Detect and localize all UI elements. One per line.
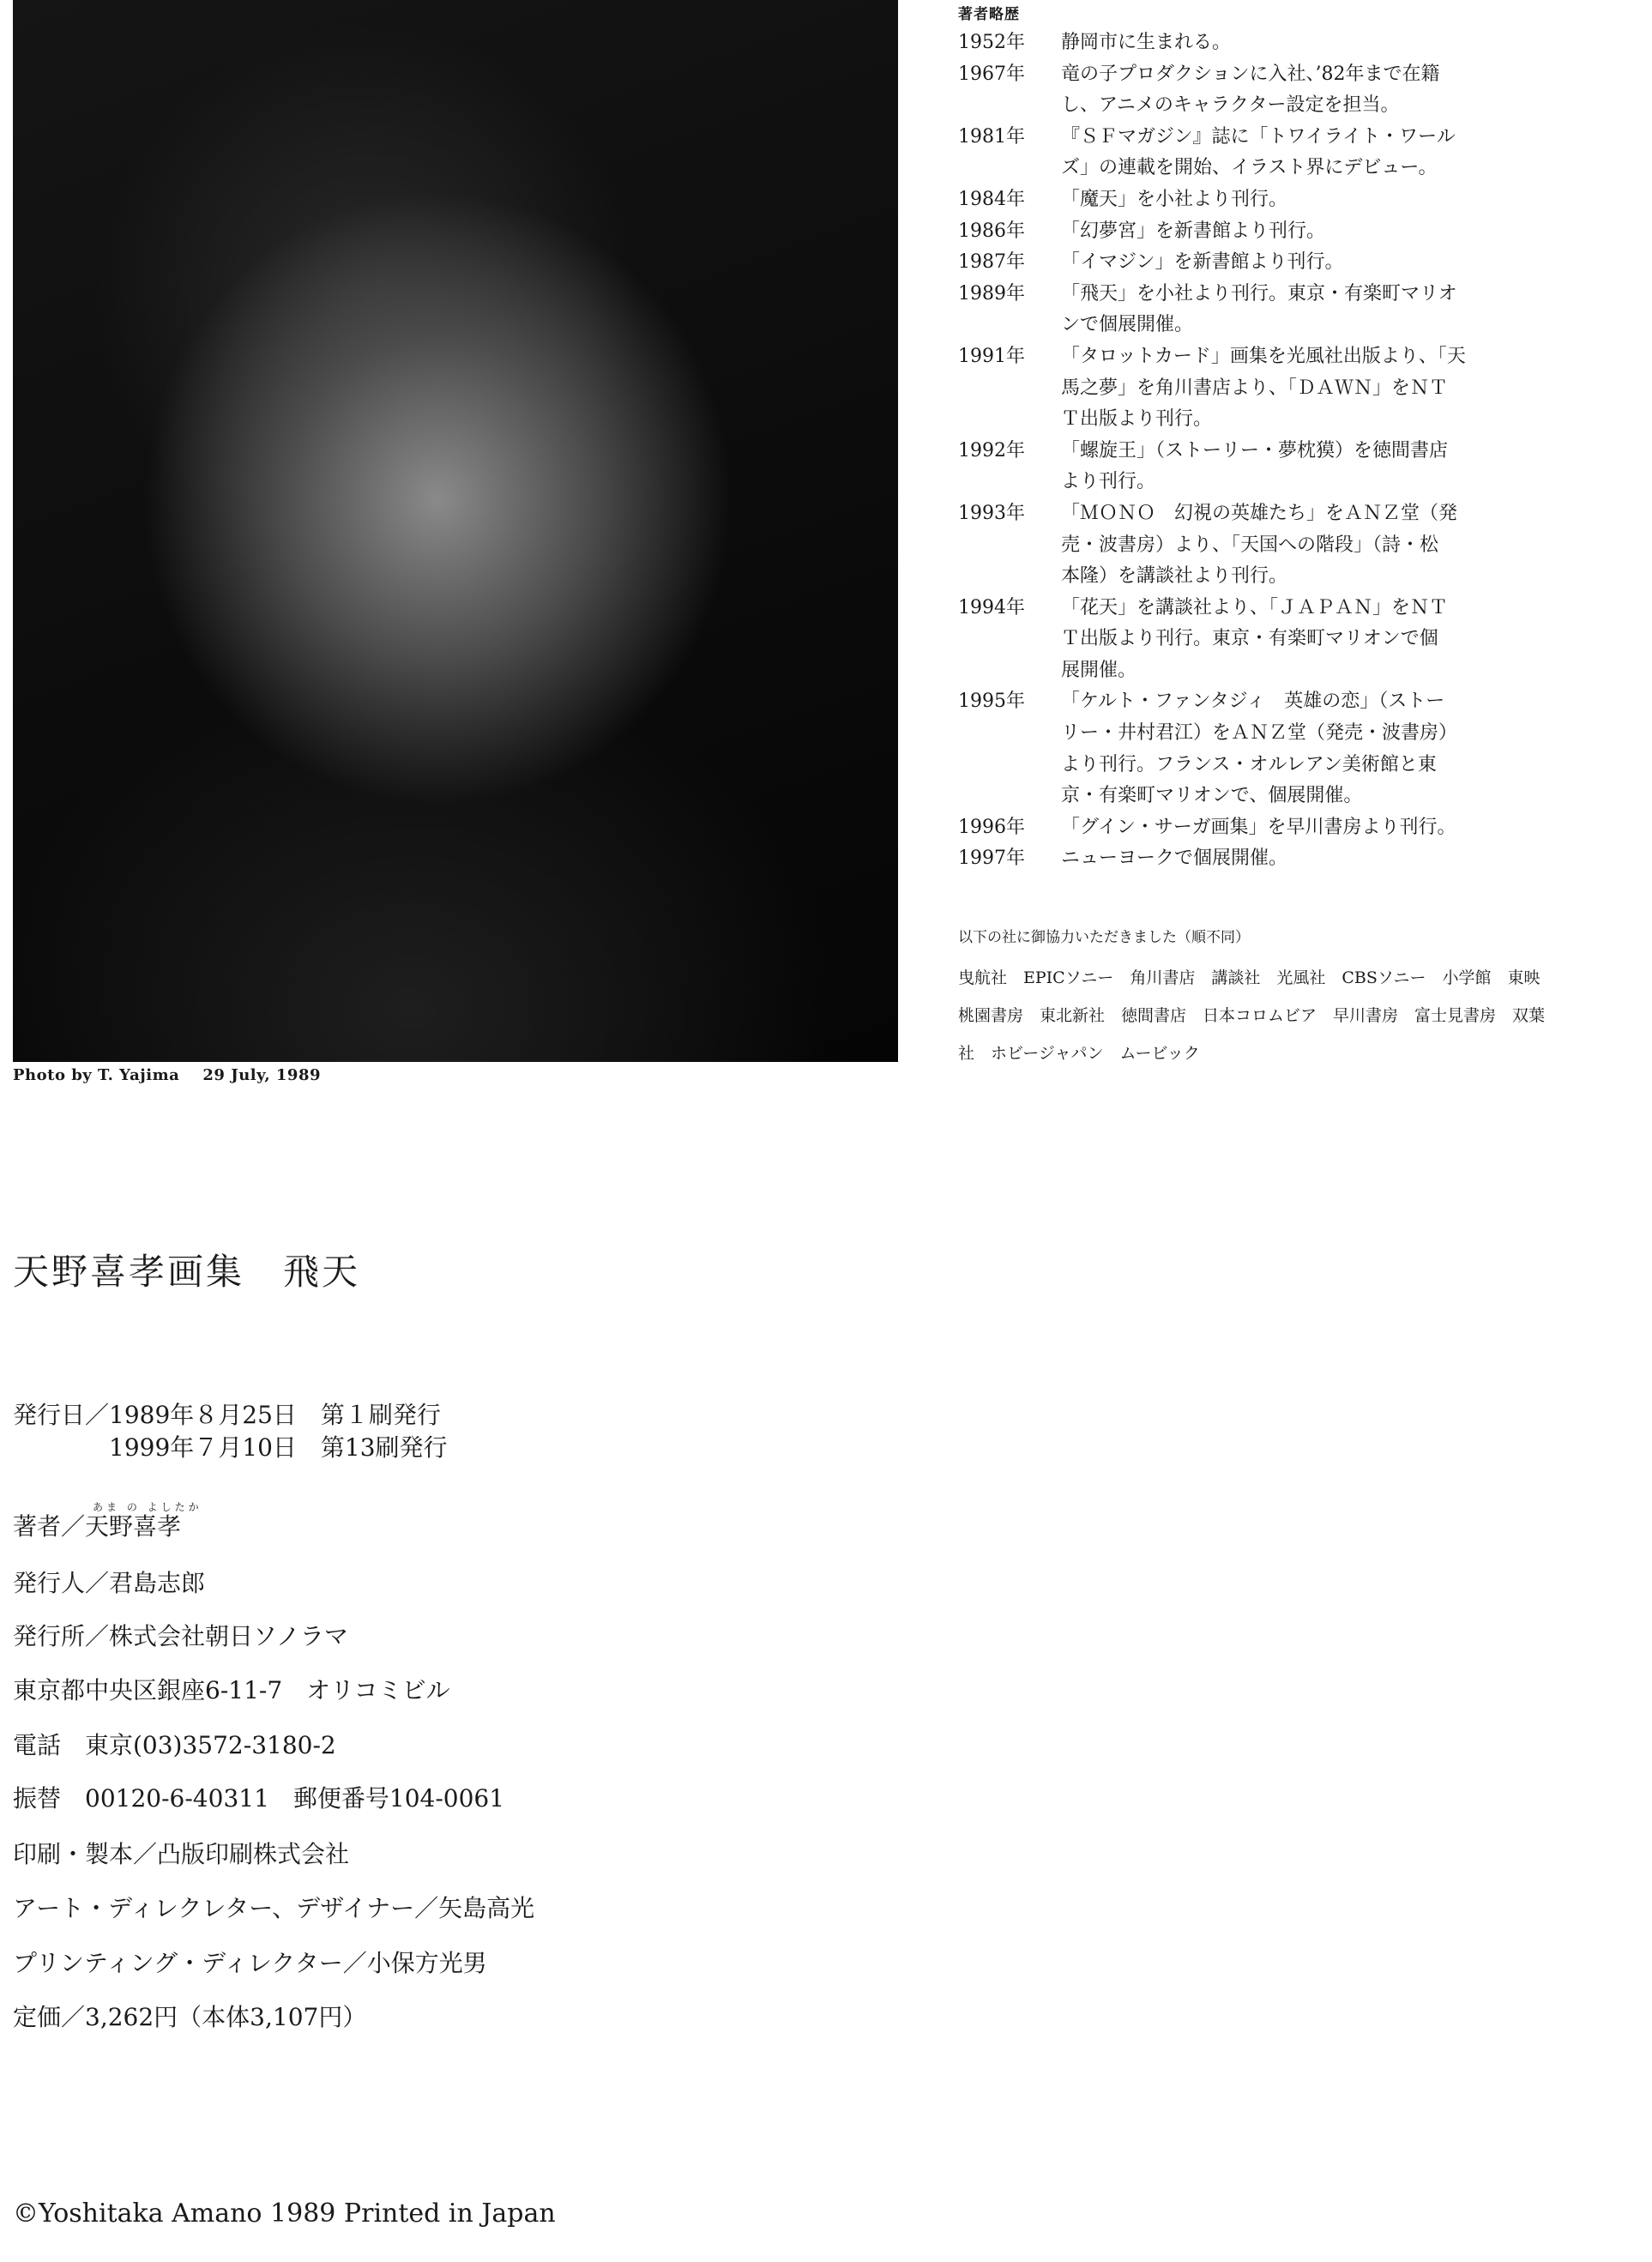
bio-text-line: 本隆）を講談社より刊行。	[1061, 565, 1288, 588]
bio-text-line: より刊行。フランス・オルレアン美術館と東	[1061, 753, 1437, 775]
bio-text-line: より刊行。	[1061, 471, 1156, 493]
bio-year: 1991年	[958, 345, 1025, 367]
printing-director-line: プリンティング・ディレクター／小保方光男	[13, 1949, 487, 1977]
photo-caption: Photo by T. Yajima 29 July, 1989	[13, 1066, 321, 1084]
bio-entry	[958, 498, 1507, 593]
bio-heading: 著者略歴	[958, 6, 1020, 23]
bio-entry	[958, 216, 1507, 248]
issue-dates	[13, 1399, 448, 1464]
publisher-company-line: 発行所／株式会社朝日ソノラマ	[13, 1622, 348, 1650]
bio-year: 1993年	[958, 502, 1025, 524]
bio-text-line: 「魔天」を小社より刊行。	[1061, 188, 1288, 210]
bio-description	[1061, 686, 1507, 811]
bio-year: 1997年	[958, 847, 1025, 870]
bio-text-line: 「タロットカード」画集を光風社出版より、「天	[1061, 345, 1466, 367]
bio-description	[1061, 593, 1507, 687]
art-director-line: アート・ディレクレター、デザイナー／矢島高光	[13, 1894, 535, 1922]
bio-text-line: ニューヨークで個展開催。	[1061, 847, 1288, 870]
bio-text-line: ンで個展開催。	[1061, 314, 1194, 336]
bio-year: 1989年	[958, 282, 1025, 305]
book-title: 天野喜孝画集 飛天	[13, 1251, 361, 1293]
bio-text-line: 「ＭＯＮＯ 幻視の英雄たち」をＡＮＺ堂（発	[1061, 502, 1458, 524]
bio-description	[1061, 122, 1507, 184]
transfer-line: 振替 00120-6-40311 郵便番号104-0061	[13, 1784, 505, 1813]
bio-entry	[958, 122, 1507, 184]
bio-entry	[958, 341, 1507, 436]
bio-year: 1995年	[958, 691, 1025, 713]
bio-year: 1984年	[958, 188, 1025, 210]
bio-text-line: 竜の子プロダクションに入社、’82年まで在籍	[1061, 63, 1440, 85]
copyright-line: ©Yoshitaka Amano 1989 Printed in Japan	[13, 2199, 556, 2229]
bio-description	[1061, 436, 1507, 498]
bio-entry	[958, 184, 1507, 216]
bio-description	[1061, 216, 1507, 248]
author-name-ruby: あま の よしたか	[93, 1501, 202, 1513]
credit-line: 桃園書房 東北新社 徳間書店 日本コロムビア 早川書房 富士見書房 双葉	[958, 1006, 1546, 1025]
author-biography	[958, 2, 1507, 875]
bio-year: 1994年	[958, 596, 1025, 618]
bio-description	[1061, 59, 1507, 122]
author-portrait-photo	[13, 0, 898, 1062]
bio-year: 1986年	[958, 220, 1025, 242]
bio-text-line: 『ＳＦマガジン』誌に「トワイライト・ワール	[1061, 125, 1456, 148]
issue-date-first: 発行日／1989年８月25日 第１刷発行	[13, 1401, 441, 1429]
bio-year: 1981年	[958, 125, 1025, 148]
bio-description	[1061, 247, 1507, 279]
credits-list	[958, 959, 1644, 1072]
printing-line: 印刷・製本／凸版印刷株式会社	[13, 1840, 350, 1868]
bio-year: 1967年	[958, 63, 1025, 85]
bio-year: 1992年	[958, 439, 1025, 461]
bio-entry	[958, 436, 1507, 498]
bio-text-line: 「花天」を講談社より、「ＪＡＰＡＮ」をＮＴ	[1061, 596, 1449, 618]
address-line: 東京都中央区銀座6-11-7 オリコミビル	[13, 1676, 450, 1704]
bio-entry	[958, 247, 1507, 279]
bio-text-line: 馬之夢」を角川書店より、「ＤＡＷＮ」をＮＴ	[1061, 377, 1449, 399]
bio-text-line: 「イマジン」を新書館より刊行。	[1061, 251, 1344, 274]
bio-text-line: ズ」の連載を開始、イラスト界にデビュー。	[1061, 157, 1438, 179]
bio-text-line: 京・有楽町マリオンで、個展開催。	[1061, 785, 1363, 807]
bio-entry	[958, 593, 1507, 687]
bio-entry	[958, 686, 1507, 811]
bio-entry	[958, 812, 1507, 844]
issue-date-reprint: 1999年７月10日 第13刷発行	[13, 1433, 448, 1462]
bio-description	[1061, 498, 1507, 593]
credits-heading: 以下の社に御協力いただきました（順不同）	[958, 929, 1250, 946]
bio-entry	[958, 843, 1507, 875]
phone-line: 電話 東京(03)3572-3180-2	[13, 1731, 336, 1759]
bio-description	[1061, 341, 1507, 436]
credit-line: 曳航社 EPICソニー 角川書店 講談社 光風社 CBSソニー 小学館 東映	[958, 968, 1540, 987]
bio-description	[1061, 27, 1507, 59]
bio-text-line: 「ケルト・ファンタジィ 英雄の恋」（ストー	[1061, 691, 1445, 713]
bio-description	[1061, 279, 1507, 341]
bio-description	[1061, 843, 1507, 875]
bio-text-line: 「幻夢宮」を新書館より刊行。	[1061, 220, 1326, 242]
bio-description	[1061, 184, 1507, 216]
bio-description	[1061, 812, 1507, 844]
bio-text-line: 売・波書房）より、「天国への階段」（詩・松	[1061, 534, 1439, 556]
bio-entry	[958, 279, 1507, 341]
bio-text-line: Ｔ出版より刊行。東京・有楽町マリオンで個	[1061, 628, 1438, 650]
price-line: 定価／3,262円（本体3,107円）	[13, 2003, 367, 2031]
bio-text-line: リー・井村君江）をＡＮＺ堂（発売・波書房）	[1061, 722, 1458, 745]
publisher-person-line: 発行人／君島志郎	[13, 1569, 206, 1597]
bio-entry	[958, 27, 1507, 59]
bio-list	[958, 27, 1507, 875]
bio-entry	[958, 59, 1507, 122]
bio-text-line: 「グイン・サーガ画集」を早川書房より刊行。	[1061, 816, 1456, 838]
bio-text-line: し、アニメのキャラクター設定を担当。	[1061, 94, 1400, 117]
bio-text-line: 展開催。	[1061, 659, 1137, 681]
bio-text-line: 静岡市に生まれる。	[1061, 32, 1232, 53]
bio-year: 1952年	[958, 32, 1025, 53]
credit-line: 社 ホビージャパン ムービック	[958, 1044, 1200, 1063]
bio-text-line: 「飛天」を小社より刊行。東京・有楽町マリオ	[1061, 282, 1457, 305]
bio-year: 1996年	[958, 816, 1025, 838]
bio-text-line: 「螺旋王」（ストーリー・夢枕獏）を徳間書店	[1061, 439, 1449, 461]
author-line: 著者／天野喜孝	[13, 1512, 182, 1541]
bio-text-line: Ｔ出版より刊行。	[1061, 408, 1213, 431]
bio-year: 1987年	[958, 251, 1025, 274]
